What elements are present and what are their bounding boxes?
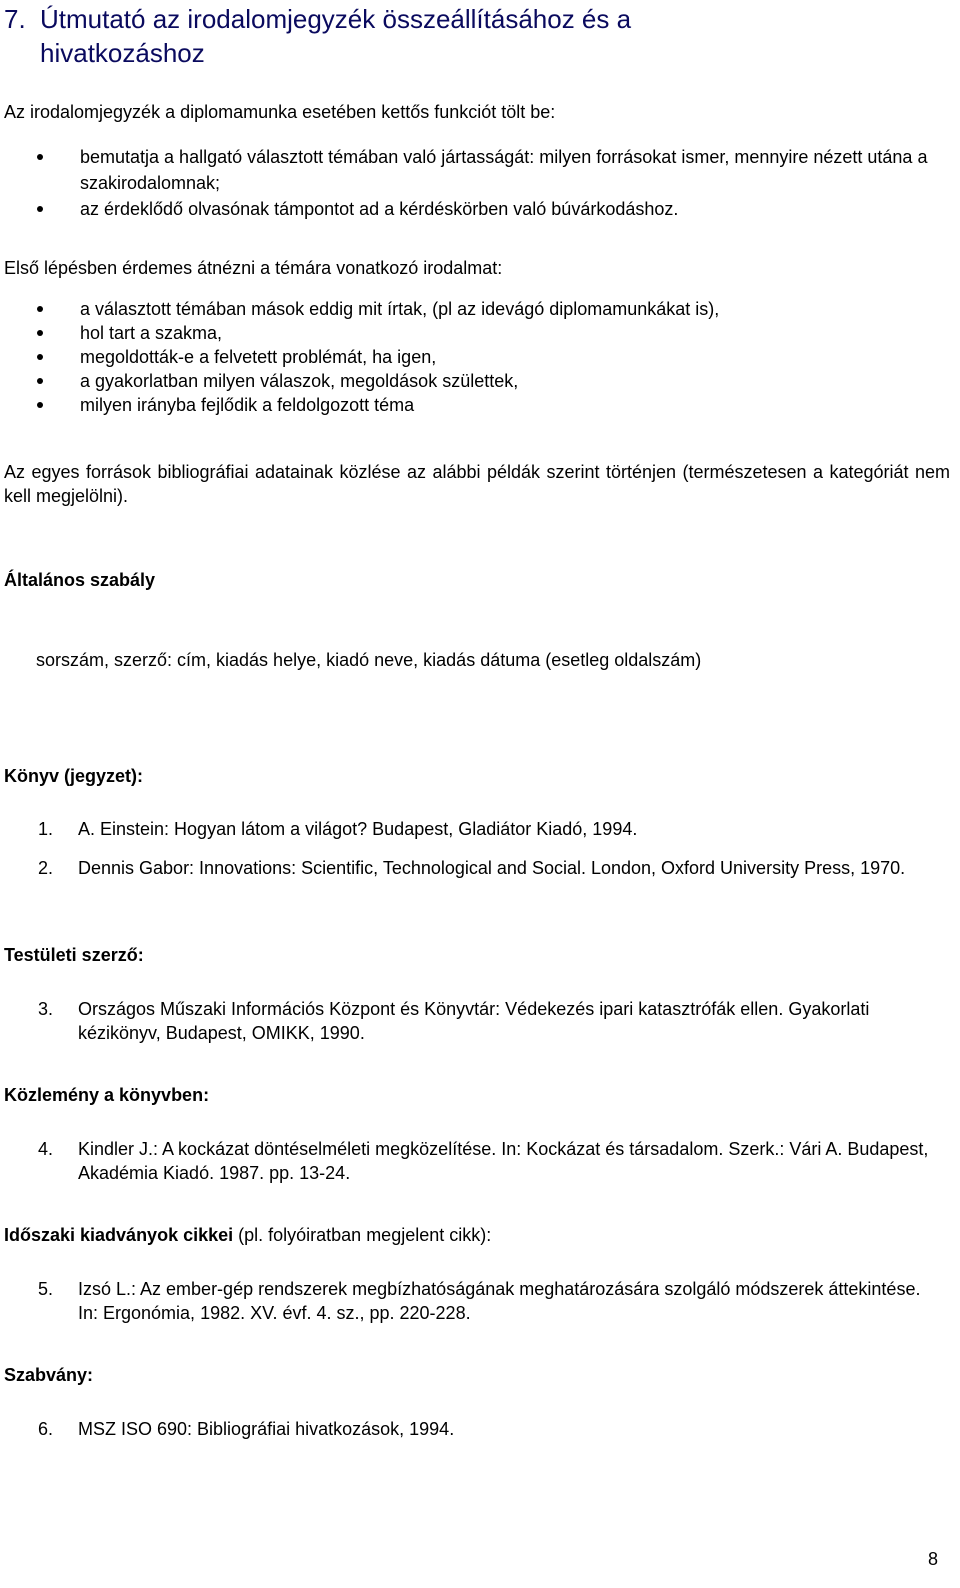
list-item: megoldották-e a felvetett problémát, ha igen, — [0, 345, 950, 369]
reference-text: A. Einstein: Hogyan látom a világot? Budapest, Gladiátor Kiadó, 1994. — [78, 819, 638, 839]
sources-paragraph: Az egyes források bibliográfiai adatainak közlése az alábbi példák szerint történjen (természetesen a kategóriát nem kell megjelölni). — [4, 462, 950, 506]
list-item: milyen irányba fejlődik a feldolgozott téma — [0, 393, 950, 417]
periodical-heading-bold: Időszaki kiadványok cikkei — [4, 1225, 234, 1245]
reference-text: Izsó L.: Az ember-gép rendszerek megbízhatóságának meghatározására szolgáló módszerek áttekintése. In: Ergonómia, 1982. XV. évf. 4. sz., pp. 220-228. — [78, 1279, 921, 1323]
list-item: bemutatja a hallgató választott témában való jártasságát: milyen forrásokat ismer, mennyire nézett utána a szakirodalomnak; — [0, 144, 950, 196]
list-item: a választott témában mások eddig mit írtak, (pl az idevágó diplomamunkákat is), — [0, 297, 950, 321]
section-title-line1: Útmutató az irodalomjegyzék összeállításához és a — [40, 4, 632, 34]
section-title-line2: hivatkozáshoz — [40, 38, 205, 68]
bullet-icon — [37, 206, 43, 212]
reference-item — [0, 856, 940, 880]
bullet-icon — [37, 402, 43, 408]
reference-item — [0, 1277, 940, 1325]
periodical-heading-note: (pl. folyóiratban megjelent cikk): — [233, 1225, 492, 1245]
periodical-heading — [4, 1223, 491, 1247]
page-number: 8 — [927, 1549, 938, 1569]
list-item: hol tart a szakma, — [0, 321, 950, 345]
bullet-icon — [37, 330, 43, 336]
reference-item — [0, 1417, 940, 1441]
reference-item — [0, 817, 940, 841]
book-heading: Könyv (jegyzet): — [4, 766, 144, 786]
first-step-bullet-list — [0, 297, 950, 417]
reference-item — [0, 1137, 940, 1185]
reference-number: 2. — [38, 858, 54, 878]
reference-number: 1. — [38, 819, 54, 839]
section-heading — [4, 2, 924, 70]
reference-number: 4. — [38, 1139, 54, 1159]
bullet-icon — [37, 378, 43, 384]
chapter-heading: Közlemény a könyvben: — [4, 1085, 210, 1105]
first-step-paragraph: Első lépésben érdemes átnézni a témára vonatkozó irodalmat: — [4, 258, 503, 278]
section-number: 7. — [4, 4, 26, 34]
bullet-icon — [37, 354, 43, 360]
reference-text: MSZ ISO 690: Bibliográfiai hivatkozások, 1994. — [78, 1419, 455, 1439]
reference-number: 5. — [38, 1279, 54, 1299]
reference-text: Dennis Gabor: Innovations: Scientific, Technological and Social. London, Oxford University Press, 1970. — [78, 858, 906, 878]
bullet-icon — [37, 154, 43, 160]
reference-number: 3. — [38, 999, 54, 1019]
general-rule-text: sorszám, szerző: cím, kiadás helye, kiadó neve, kiadás dátuma (esetleg oldalszám) — [36, 650, 702, 670]
reference-number: 6. — [38, 1419, 54, 1439]
reference-item — [0, 997, 940, 1045]
reference-text: Kindler J.: A kockázat döntéselméleti megközelítése. In: Kockázat és társadalom. Szerk.: Vári A. Budapest, Akadémia Kiadó. 1987. pp. 13-24. — [78, 1139, 929, 1183]
corporate-author-heading: Testületi szerző: — [4, 945, 144, 965]
reference-text: Országos Műszaki Információs Központ és Könyvtár: Védekezés ipari katasztrófák ellen. Gyakorlati kézikönyv, Budapest, OMIKK, 1990. — [78, 999, 870, 1043]
list-item: az érdeklődő olvasónak támpontot ad a kérdéskörben való búvárkodáshoz. — [0, 196, 950, 222]
list-item: a gyakorlatban milyen válaszok, megoldások születtek, — [0, 369, 950, 393]
general-rule-heading: Általános szabály — [4, 570, 156, 590]
standard-heading: Szabvány: — [4, 1365, 94, 1385]
intro-paragraph: Az irodalomjegyzék a diplomamunka esetében kettős funkciót tölt be: — [4, 102, 556, 122]
intro-bullet-list — [0, 144, 950, 222]
bullet-icon — [37, 306, 43, 312]
